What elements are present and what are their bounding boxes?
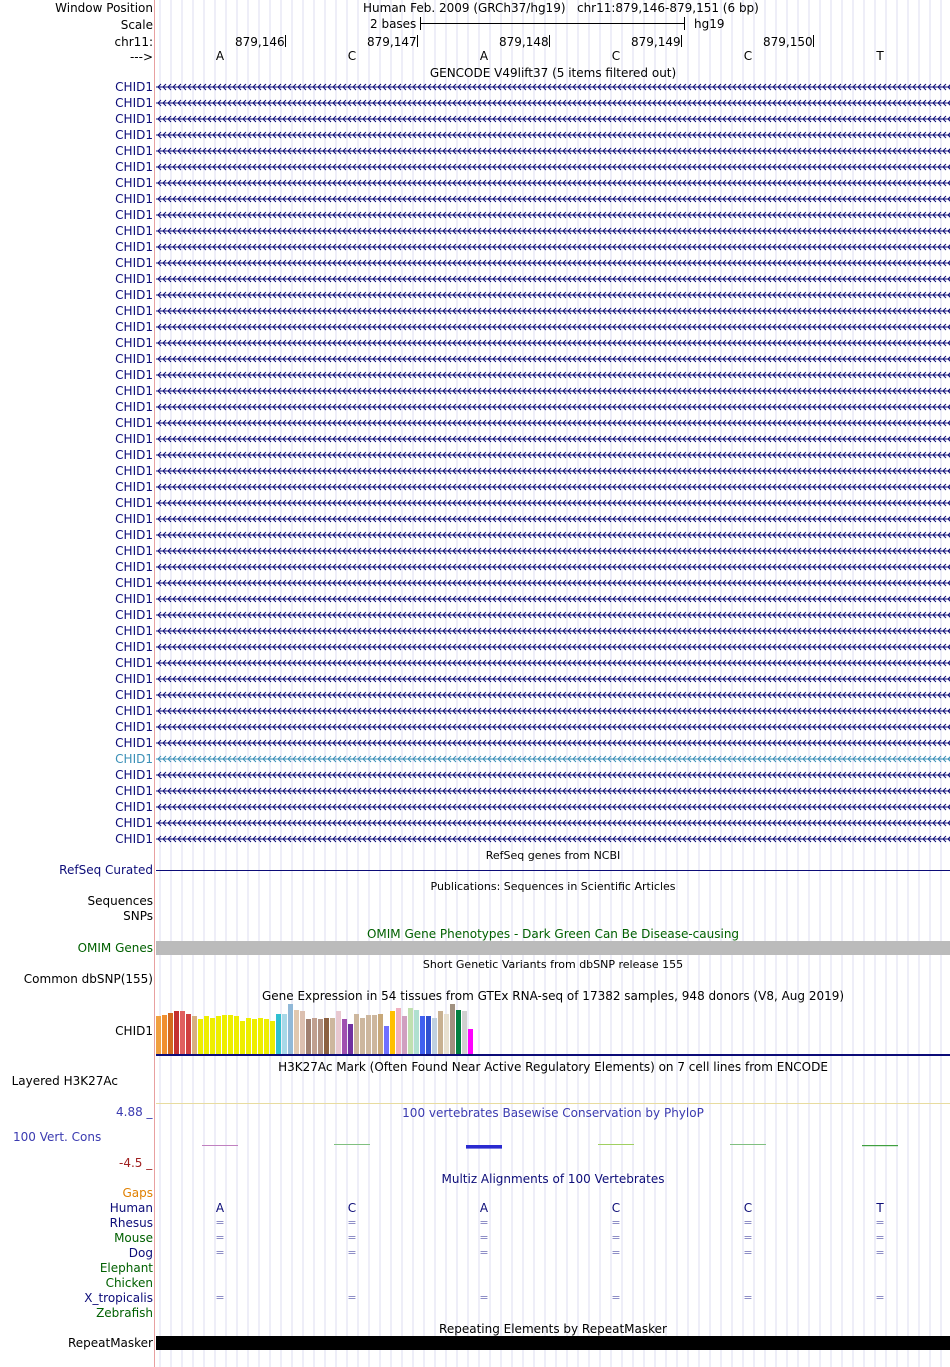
multiz-match-marker: = bbox=[875, 1231, 885, 1244]
gtex-tissue-bar[interactable] bbox=[438, 1011, 443, 1054]
gtex-tissue-bar[interactable] bbox=[378, 1014, 383, 1054]
phylop-score-bar[interactable] bbox=[862, 1145, 898, 1146]
gencode-gene-label[interactable]: CHID1 bbox=[115, 96, 153, 110]
gtex-tissue-bar[interactable] bbox=[282, 1014, 287, 1054]
gtex-tissue-bar[interactable] bbox=[318, 1019, 323, 1054]
gencode-transcript[interactable] bbox=[156, 530, 950, 540]
dbsnp-track-title[interactable]: Short Genetic Variants from dbSNP release 155 bbox=[422, 958, 684, 971]
gencode-transcript[interactable] bbox=[156, 594, 950, 604]
phylop-score-bar[interactable] bbox=[334, 1144, 370, 1145]
multiz-track-title[interactable]: Multiz Alignments of 100 Vertebrates bbox=[441, 1172, 665, 1186]
gtex-tissue-bar[interactable] bbox=[180, 1011, 185, 1054]
gencode-gene-label[interactable]: CHID1 bbox=[115, 736, 153, 750]
phylop-max-label: 4.88 _ bbox=[116, 1105, 153, 1119]
gencode-gene-label[interactable]: CHID1 bbox=[115, 192, 153, 206]
gencode-transcript[interactable] bbox=[156, 434, 950, 444]
gencode-transcript[interactable] bbox=[156, 130, 950, 140]
gencode-gene-label[interactable]: CHID1 bbox=[115, 672, 153, 686]
gtex-tissue-bar[interactable] bbox=[414, 1010, 419, 1054]
gtex-tissue-bar[interactable] bbox=[252, 1019, 257, 1054]
multiz-match-marker: = bbox=[479, 1231, 489, 1244]
multiz-human-base: C bbox=[611, 1201, 621, 1215]
gencode-transcript[interactable] bbox=[156, 658, 950, 668]
gencode-gene-label[interactable]: CHID1 bbox=[115, 592, 153, 606]
gencode-transcript[interactable] bbox=[156, 146, 950, 156]
gencode-gene-label[interactable]: CHID1 bbox=[115, 304, 153, 318]
gencode-transcript[interactable] bbox=[156, 770, 950, 780]
gencode-transcript[interactable] bbox=[156, 754, 950, 764]
gencode-gene-label[interactable]: CHID1 bbox=[115, 752, 153, 766]
gencode-gene-label[interactable]: CHID1 bbox=[115, 320, 153, 334]
repeatmasker-label[interactable]: RepeatMasker bbox=[67, 1336, 153, 1350]
gtex-tissue-bar[interactable] bbox=[456, 1010, 461, 1054]
gencode-transcript[interactable] bbox=[156, 498, 950, 508]
base-letter: T bbox=[876, 49, 884, 63]
gtex-tissue-bar[interactable] bbox=[186, 1014, 191, 1054]
gencode-gene-label[interactable]: CHID1 bbox=[115, 704, 153, 718]
gtex-tissue-bar[interactable] bbox=[384, 1026, 389, 1054]
base-letter: C bbox=[611, 49, 621, 63]
gtex-tissue-bar[interactable] bbox=[432, 1018, 437, 1054]
gtex-tissue-bar[interactable] bbox=[336, 1011, 341, 1054]
gtex-tissue-bar[interactable] bbox=[324, 1018, 329, 1054]
gtex-tissue-bar[interactable] bbox=[420, 1016, 425, 1054]
gencode-gene-label[interactable]: CHID1 bbox=[115, 112, 153, 126]
multiz-species-label[interactable]: Dog bbox=[128, 1246, 153, 1260]
gtex-bar-chart[interactable] bbox=[156, 1003, 950, 1057]
gtex-tissue-bar[interactable] bbox=[306, 1019, 311, 1054]
gtex-tissue-bar[interactable] bbox=[198, 1019, 203, 1054]
gencode-transcript[interactable] bbox=[156, 386, 950, 396]
gtex-tissue-bar[interactable] bbox=[468, 1029, 473, 1054]
gtex-tissue-bar[interactable] bbox=[402, 1016, 407, 1054]
gtex-tissue-bar[interactable] bbox=[408, 1008, 413, 1054]
multiz-match-marker: = bbox=[479, 1291, 489, 1304]
gtex-tissue-bar[interactable] bbox=[396, 1008, 401, 1054]
gtex-tissue-bar[interactable] bbox=[156, 1016, 161, 1054]
gencode-transcript[interactable] bbox=[156, 610, 950, 620]
gtex-tissue-bar[interactable] bbox=[360, 1018, 365, 1054]
publications-label-snps[interactable]: SNPs bbox=[123, 909, 153, 923]
phylop-score-bar[interactable] bbox=[730, 1144, 766, 1145]
phylop-plot[interactable] bbox=[156, 1120, 950, 1170]
multiz-match-marker: = bbox=[347, 1216, 357, 1229]
gtex-tissue-bar[interactable] bbox=[366, 1015, 371, 1054]
gtex-tissue-bar[interactable] bbox=[228, 1015, 233, 1054]
refseq-feature-line[interactable] bbox=[156, 870, 950, 871]
scale-bar-tick-right bbox=[684, 17, 685, 30]
base-letter: A bbox=[215, 49, 225, 63]
multiz-match-marker: = bbox=[347, 1291, 357, 1304]
base-letter: C bbox=[347, 49, 357, 63]
gencode-gene-label[interactable]: CHID1 bbox=[115, 528, 153, 542]
coordinate-tick bbox=[813, 35, 814, 47]
gencode-transcript[interactable] bbox=[156, 370, 950, 380]
gencode-transcript[interactable] bbox=[156, 786, 950, 796]
multiz-species-label[interactable]: Human bbox=[109, 1201, 153, 1215]
multiz-match-marker: = bbox=[479, 1246, 489, 1259]
gtex-tissue-bar[interactable] bbox=[162, 1015, 167, 1054]
gencode-transcript[interactable] bbox=[156, 210, 950, 220]
gencode-transcript[interactable] bbox=[156, 354, 950, 364]
gencode-transcript[interactable] bbox=[156, 274, 950, 284]
gtex-tissue-bar[interactable] bbox=[276, 1014, 281, 1054]
gencode-gene-label[interactable]: CHID1 bbox=[115, 144, 153, 158]
multiz-human-base: C bbox=[743, 1201, 753, 1215]
base-letter: C bbox=[743, 49, 753, 63]
gtex-tissue-bar[interactable] bbox=[300, 1011, 305, 1054]
gencode-transcript[interactable] bbox=[156, 802, 950, 812]
refseq-label[interactable]: RefSeq Curated bbox=[59, 863, 153, 877]
multiz-species-label[interactable]: Gaps bbox=[122, 1186, 153, 1200]
omim-track-title[interactable]: OMIM Gene Phenotypes - Dark Green Can Be Disease-causing bbox=[366, 927, 740, 941]
gencode-gene-label[interactable]: CHID1 bbox=[115, 784, 153, 798]
gencode-gene-label[interactable]: CHID1 bbox=[115, 400, 153, 414]
gtex-tissue-bar[interactable] bbox=[168, 1013, 173, 1054]
gencode-track-title[interactable]: GENCODE V49lift37 (5 items filtered out) bbox=[429, 66, 677, 80]
gencode-transcript[interactable] bbox=[156, 466, 950, 476]
gencode-transcript[interactable] bbox=[156, 450, 950, 460]
repeatmasker-feature-block[interactable] bbox=[156, 1336, 950, 1350]
gencode-transcript[interactable] bbox=[156, 338, 950, 348]
gencode-gene-label[interactable]: CHID1 bbox=[115, 560, 153, 574]
multiz-match-marker: = bbox=[215, 1246, 225, 1259]
publications-label-sequences[interactable]: Sequences bbox=[87, 894, 153, 908]
gencode-gene-label[interactable]: CHID1 bbox=[115, 384, 153, 398]
gencode-transcript[interactable] bbox=[156, 114, 950, 124]
multiz-human-base: A bbox=[479, 1201, 489, 1215]
gtex-tissue-bar[interactable] bbox=[270, 1021, 275, 1054]
omim-feature-block[interactable] bbox=[156, 941, 950, 955]
multiz-match-marker: = bbox=[611, 1231, 621, 1244]
gencode-transcript[interactable] bbox=[156, 178, 950, 188]
gencode-gene-label[interactable]: CHID1 bbox=[115, 496, 153, 510]
gtex-tissue-bar[interactable] bbox=[222, 1015, 227, 1054]
gencode-transcript[interactable] bbox=[156, 322, 950, 332]
gtex-tissue-bar[interactable] bbox=[234, 1016, 239, 1054]
multiz-match-marker: = bbox=[215, 1216, 225, 1229]
gencode-transcript[interactable] bbox=[156, 258, 950, 268]
gtex-tissue-bar[interactable] bbox=[390, 1011, 395, 1054]
gencode-gene-label[interactable]: CHID1 bbox=[115, 544, 153, 558]
coordinate-tick bbox=[681, 35, 682, 47]
gtex-tissue-bar[interactable] bbox=[330, 1018, 335, 1054]
gencode-transcript[interactable] bbox=[156, 546, 950, 556]
phylop-score-bar[interactable] bbox=[598, 1144, 634, 1145]
multiz-match-marker: = bbox=[611, 1216, 621, 1229]
multiz-match-marker: = bbox=[347, 1231, 357, 1244]
gencode-transcript[interactable] bbox=[156, 562, 950, 572]
gtex-tissue-bar[interactable] bbox=[258, 1018, 263, 1054]
coordinate-label: 879,149 bbox=[631, 35, 681, 49]
assembly-title: Human Feb. 2009 (GRCh37/hg19) chr11:879,146-879,151 (6 bp) bbox=[363, 1, 759, 15]
gencode-transcript[interactable] bbox=[156, 194, 950, 204]
gtex-tissue-bar[interactable] bbox=[354, 1014, 359, 1054]
gencode-transcript[interactable] bbox=[156, 738, 950, 748]
gtex-tissue-bar[interactable] bbox=[342, 1019, 347, 1054]
gencode-transcript[interactable] bbox=[156, 306, 950, 316]
phylop-score-bar[interactable] bbox=[202, 1145, 238, 1146]
gencode-transcript[interactable] bbox=[156, 674, 950, 684]
coordinate-label: 879,148 bbox=[499, 35, 549, 49]
gencode-transcript[interactable] bbox=[156, 722, 950, 732]
gencode-gene-label[interactable]: CHID1 bbox=[115, 240, 153, 254]
gencode-gene-label[interactable]: CHID1 bbox=[115, 464, 153, 478]
gencode-gene-label[interactable]: CHID1 bbox=[115, 432, 153, 446]
gtex-tissue-bar[interactable] bbox=[312, 1018, 317, 1054]
multiz-species-label[interactable]: X_tropicalis bbox=[84, 1291, 153, 1305]
gencode-gene-label[interactable]: CHID1 bbox=[115, 176, 153, 190]
gencode-gene-label[interactable]: CHID1 bbox=[115, 608, 153, 622]
gencode-transcript[interactable] bbox=[156, 290, 950, 300]
coordinate-label: 879,150 bbox=[763, 35, 813, 49]
strand-label: ---> bbox=[129, 50, 153, 64]
gtex-track-title[interactable]: Gene Expression in 54 tissues from GTEx RNA-seq of 17382 samples, 948 donors (V8, Aug 2019) bbox=[261, 989, 845, 1003]
multiz-human-base: T bbox=[876, 1201, 884, 1215]
gtex-tissue-bar[interactable] bbox=[216, 1016, 221, 1054]
gencode-transcript[interactable] bbox=[156, 706, 950, 716]
gtex-tissue-bar[interactable] bbox=[246, 1018, 251, 1054]
gencode-transcript[interactable] bbox=[156, 834, 950, 844]
gencode-gene-label[interactable]: CHID1 bbox=[115, 832, 153, 846]
repeatmasker-track-title[interactable]: Repeating Elements by RepeatMasker bbox=[439, 1322, 667, 1336]
gencode-gene-label[interactable]: CHID1 bbox=[115, 768, 153, 782]
multiz-match-marker: = bbox=[875, 1291, 885, 1304]
gencode-gene-label[interactable]: CHID1 bbox=[115, 656, 153, 670]
base-letter: A bbox=[479, 49, 489, 63]
gencode-transcript[interactable] bbox=[156, 162, 950, 172]
gtex-label[interactable]: CHID1 bbox=[115, 1024, 153, 1038]
scale-bases: 2 bases bbox=[370, 17, 417, 31]
multiz-match-marker: = bbox=[215, 1231, 225, 1244]
publications-track-title[interactable]: Publications: Sequences in Scientific Articles bbox=[430, 880, 676, 893]
gencode-transcript[interactable] bbox=[156, 818, 950, 828]
multiz-match-marker: = bbox=[743, 1216, 753, 1229]
gtex-tissue-bar[interactable] bbox=[462, 1011, 467, 1054]
multiz-match-marker: = bbox=[215, 1291, 225, 1304]
gtex-tissue-bar[interactable] bbox=[264, 1019, 269, 1054]
coordinate-tick bbox=[285, 35, 286, 47]
gencode-transcript[interactable] bbox=[156, 514, 950, 524]
gtex-tissue-bar[interactable] bbox=[192, 1016, 197, 1054]
scale-bar bbox=[420, 23, 685, 24]
gtex-tissue-bar[interactable] bbox=[210, 1018, 215, 1054]
gtex-tissue-bar[interactable] bbox=[288, 1004, 293, 1054]
gencode-transcript[interactable] bbox=[156, 82, 950, 92]
phylop-score-bar[interactable] bbox=[466, 1145, 502, 1149]
multiz-match-marker: = bbox=[875, 1246, 885, 1259]
gencode-gene-label[interactable]: CHID1 bbox=[115, 512, 153, 526]
coordinate-label: 879,146 bbox=[235, 35, 285, 49]
gencode-gene-label[interactable]: CHID1 bbox=[115, 624, 153, 638]
gencode-transcript[interactable] bbox=[156, 418, 950, 428]
dbsnp-label[interactable]: Common dbSNP(155) bbox=[23, 972, 153, 986]
scale-label: Scale bbox=[120, 18, 153, 32]
multiz-match-marker: = bbox=[611, 1291, 621, 1304]
gencode-transcript[interactable] bbox=[156, 402, 950, 412]
gencode-gene-label[interactable]: CHID1 bbox=[115, 448, 153, 462]
scale-bar-tick-left bbox=[420, 17, 421, 30]
multiz-species-label[interactable]: Zebrafish bbox=[96, 1306, 153, 1320]
coordinate-tick bbox=[417, 35, 418, 47]
gtex-tissue-bar[interactable] bbox=[174, 1011, 179, 1054]
multiz-species-label[interactable]: Chicken bbox=[105, 1276, 153, 1290]
gencode-gene-label[interactable]: CHID1 bbox=[115, 480, 153, 494]
gencode-gene-label[interactable]: CHID1 bbox=[115, 224, 153, 238]
h3k27ac-label[interactable]: Layered H3K27Ac bbox=[11, 1074, 118, 1088]
position-readout: chr11:879,146-879,151 (6 bp) bbox=[576, 1, 759, 15]
gencode-transcript[interactable] bbox=[156, 226, 950, 236]
multiz-species-label[interactable]: Rhesus bbox=[109, 1216, 153, 1230]
gencode-gene-label[interactable]: CHID1 bbox=[115, 80, 153, 94]
multiz-human-base: C bbox=[347, 1201, 357, 1215]
gencode-transcript[interactable] bbox=[156, 690, 950, 700]
window-position-label: Window Position bbox=[55, 1, 153, 15]
gencode-gene-label[interactable]: CHID1 bbox=[115, 416, 153, 430]
gencode-gene-label[interactable]: CHID1 bbox=[115, 160, 153, 174]
h3k27ac-baseline bbox=[156, 1103, 950, 1104]
refseq-track-title[interactable]: RefSeq genes from NCBI bbox=[485, 849, 621, 862]
gtex-tissue-bar[interactable] bbox=[450, 1004, 455, 1054]
label-divider bbox=[154, 0, 155, 1367]
multiz-match-marker: = bbox=[743, 1291, 753, 1304]
gtex-tissue-bar[interactable] bbox=[426, 1016, 431, 1054]
gencode-gene-label[interactable]: CHID1 bbox=[115, 336, 153, 350]
omim-label[interactable]: OMIM Genes bbox=[77, 941, 153, 955]
chrom-label: chr11: bbox=[114, 35, 153, 49]
phylop-min-label: -4.5 _ bbox=[119, 1156, 153, 1170]
coordinate-label: 879,147 bbox=[367, 35, 417, 49]
phylop-track-title[interactable]: 100 vertebrates Basewise Conservation by PhyloP bbox=[402, 1106, 704, 1120]
multiz-species-label[interactable]: Elephant bbox=[99, 1261, 153, 1275]
gencode-transcript[interactable] bbox=[156, 482, 950, 492]
multiz-match-marker: = bbox=[743, 1231, 753, 1244]
multiz-match-marker: = bbox=[611, 1246, 621, 1259]
coordinate-tick bbox=[549, 35, 550, 47]
gtex-tissue-bar[interactable] bbox=[204, 1016, 209, 1054]
gencode-gene-label[interactable]: CHID1 bbox=[115, 640, 153, 654]
multiz-match-marker: = bbox=[743, 1246, 753, 1259]
gencode-gene-label[interactable]: CHID1 bbox=[115, 208, 153, 222]
gencode-transcript[interactable] bbox=[156, 98, 950, 108]
multiz-species-label[interactable]: Mouse bbox=[114, 1231, 153, 1245]
gencode-gene-label[interactable]: CHID1 bbox=[115, 800, 153, 814]
gencode-transcript[interactable] bbox=[156, 642, 950, 652]
gencode-gene-label[interactable]: CHID1 bbox=[115, 368, 153, 382]
gencode-gene-label[interactable]: CHID1 bbox=[115, 576, 153, 590]
h3k27ac-track-title[interactable]: H3K27Ac Mark (Often Found Near Active Regulatory Elements) on 7 cell lines from ENCODE bbox=[278, 1060, 828, 1074]
gtex-tissue-bar[interactable] bbox=[294, 1010, 299, 1054]
scale-db: hg19 bbox=[694, 17, 725, 31]
gencode-gene-label[interactable]: CHID1 bbox=[115, 816, 153, 830]
gencode-transcript[interactable] bbox=[156, 626, 950, 636]
gencode-gene-label[interactable]: CHID1 bbox=[115, 128, 153, 142]
gencode-gene-label[interactable]: CHID1 bbox=[115, 688, 153, 702]
gencode-gene-label[interactable]: CHID1 bbox=[115, 272, 153, 286]
gencode-gene-label[interactable]: CHID1 bbox=[115, 352, 153, 366]
gencode-gene-label[interactable]: CHID1 bbox=[115, 720, 153, 734]
gencode-gene-label[interactable]: CHID1 bbox=[115, 256, 153, 270]
gtex-tissue-bar[interactable] bbox=[372, 1015, 377, 1054]
multiz-match-marker: = bbox=[875, 1216, 885, 1229]
multiz-match-marker: = bbox=[479, 1216, 489, 1229]
gtex-tissue-bar[interactable] bbox=[348, 1024, 353, 1054]
multiz-match-marker: = bbox=[347, 1246, 357, 1259]
phylop-label[interactable]: 100 Vert. Cons bbox=[13, 1130, 102, 1144]
gtex-tissue-bar[interactable] bbox=[444, 1014, 449, 1054]
gencode-gene-label[interactable]: CHID1 bbox=[115, 288, 153, 302]
gtex-tissue-bar[interactable] bbox=[240, 1021, 245, 1054]
multiz-human-base: A bbox=[215, 1201, 225, 1215]
gencode-transcript[interactable] bbox=[156, 242, 950, 252]
gencode-transcript[interactable] bbox=[156, 578, 950, 588]
